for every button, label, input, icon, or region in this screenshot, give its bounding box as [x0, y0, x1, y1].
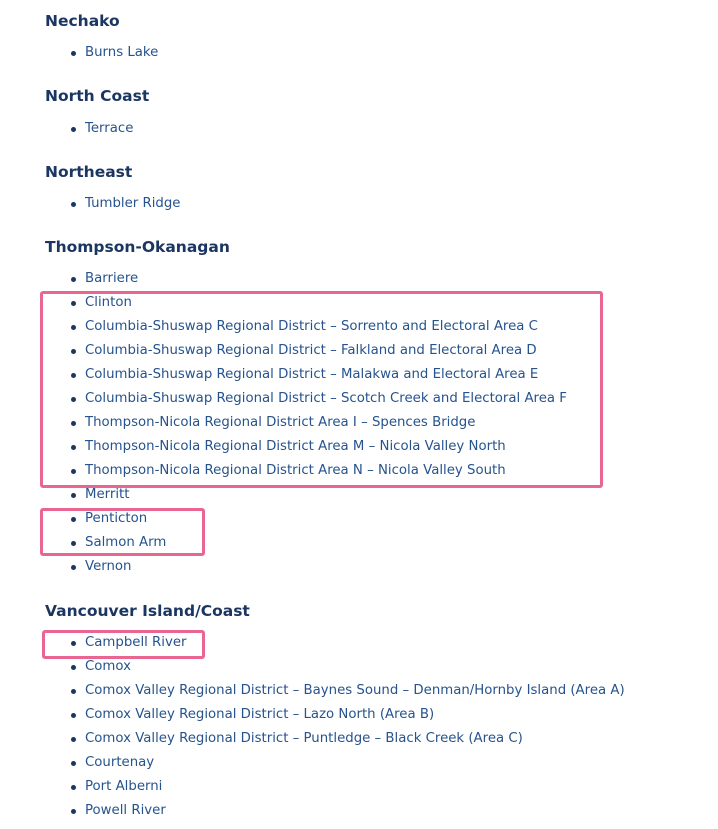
list-item — [71, 728, 523, 750]
list-item — [71, 364, 538, 386]
list-item — [71, 680, 625, 702]
list-item — [71, 776, 162, 798]
bullet-icon — [71, 665, 76, 670]
list-item — [71, 656, 131, 678]
bullet-icon — [71, 761, 76, 766]
community-link[interactable]: Thompson-Nicola Regional District Area M – Nicola Valley North — [85, 439, 506, 454]
list-item — [71, 412, 475, 434]
community-link[interactable]: Tumbler Ridge — [85, 196, 181, 211]
community-link[interactable]: Vernon — [85, 559, 132, 574]
community-link[interactable]: Thompson-Nicola Regional District Area I – Spences Bridge — [85, 415, 476, 430]
bullet-icon — [71, 493, 76, 498]
section-heading-nechako: Nechako — [45, 12, 120, 30]
list-item — [71, 484, 129, 506]
community-link[interactable]: Columbia-Shuswap Regional District – Sorrento and Electoral Area C — [85, 319, 538, 334]
list-item — [71, 118, 133, 140]
bullet-icon — [71, 127, 76, 132]
bullet-icon — [71, 301, 76, 306]
community-link[interactable]: Comox Valley Regional District – Puntledge – Black Creek (Area C) — [85, 731, 523, 746]
bullet-icon — [71, 565, 76, 570]
community-link[interactable]: Columbia-Shuswap Regional District – Scotch Creek and Electoral Area F — [85, 391, 567, 406]
bullet-icon — [71, 469, 76, 474]
community-link[interactable]: Comox — [85, 659, 131, 674]
community-link[interactable]: Courtenay — [85, 755, 155, 770]
community-link[interactable]: Burns Lake — [85, 45, 159, 60]
bullet-icon — [71, 202, 76, 207]
community-link[interactable]: Terrace — [85, 121, 134, 136]
bullet-icon — [71, 785, 76, 790]
list-item — [71, 508, 147, 530]
bullet-icon — [71, 541, 76, 546]
section-heading-vancouver-island-coast: Vancouver Island/Coast — [45, 602, 250, 620]
bullet-icon — [71, 641, 76, 646]
bullet-icon — [71, 713, 76, 718]
community-link[interactable]: Thompson-Nicola Regional District Area N – Nicola Valley South — [85, 463, 506, 478]
community-link[interactable]: Columbia-Shuswap Regional District – Malakwa and Electoral Area E — [85, 367, 539, 382]
community-link[interactable]: Powell River — [85, 803, 166, 818]
section-heading-north-coast: North Coast — [45, 87, 150, 105]
bullet-icon — [71, 689, 76, 694]
bullet-icon — [71, 421, 76, 426]
list-item — [71, 42, 158, 64]
list-item — [71, 268, 138, 290]
bullet-icon — [71, 397, 76, 402]
list-item — [71, 193, 181, 215]
section-heading-thompson-okanagan: Thompson-Okanagan — [45, 238, 230, 256]
list-item — [71, 340, 537, 362]
list-item — [71, 632, 187, 654]
bullet-icon — [71, 349, 76, 354]
list-item — [71, 532, 166, 554]
list-item — [71, 704, 434, 726]
section-heading-northeast: Northeast — [45, 163, 133, 181]
community-link[interactable]: Port Alberni — [85, 779, 163, 794]
bullet-icon — [71, 325, 76, 330]
community-link[interactable]: Penticton — [85, 511, 148, 526]
community-link[interactable]: Comox Valley Regional District – Lazo North (Area B) — [85, 707, 435, 722]
bullet-icon — [71, 809, 76, 814]
list-item — [71, 292, 132, 314]
bullet-icon — [71, 737, 76, 742]
community-link[interactable]: Salmon Arm — [85, 535, 167, 550]
bullet-icon — [71, 51, 76, 56]
bullet-icon — [71, 277, 76, 282]
list-item — [71, 460, 506, 482]
community-link[interactable]: Comox Valley Regional District – Baynes Sound – Denman/Hornby Island (Area A) — [85, 683, 625, 698]
list-item — [71, 556, 131, 578]
bullet-icon — [71, 517, 76, 522]
community-link[interactable]: Clinton — [85, 295, 132, 310]
bullet-icon — [71, 373, 76, 378]
bullet-icon — [71, 445, 76, 450]
list-item — [71, 752, 154, 774]
community-link[interactable]: Merritt — [85, 487, 130, 502]
community-link[interactable]: Columbia-Shuswap Regional District – Falkland and Electoral Area D — [85, 343, 537, 358]
community-link[interactable]: Barriere — [85, 271, 139, 286]
list-item — [71, 316, 538, 338]
list-item — [71, 436, 506, 458]
list-item — [71, 388, 567, 410]
community-link[interactable]: Campbell River — [85, 635, 187, 650]
list-item — [71, 800, 166, 822]
